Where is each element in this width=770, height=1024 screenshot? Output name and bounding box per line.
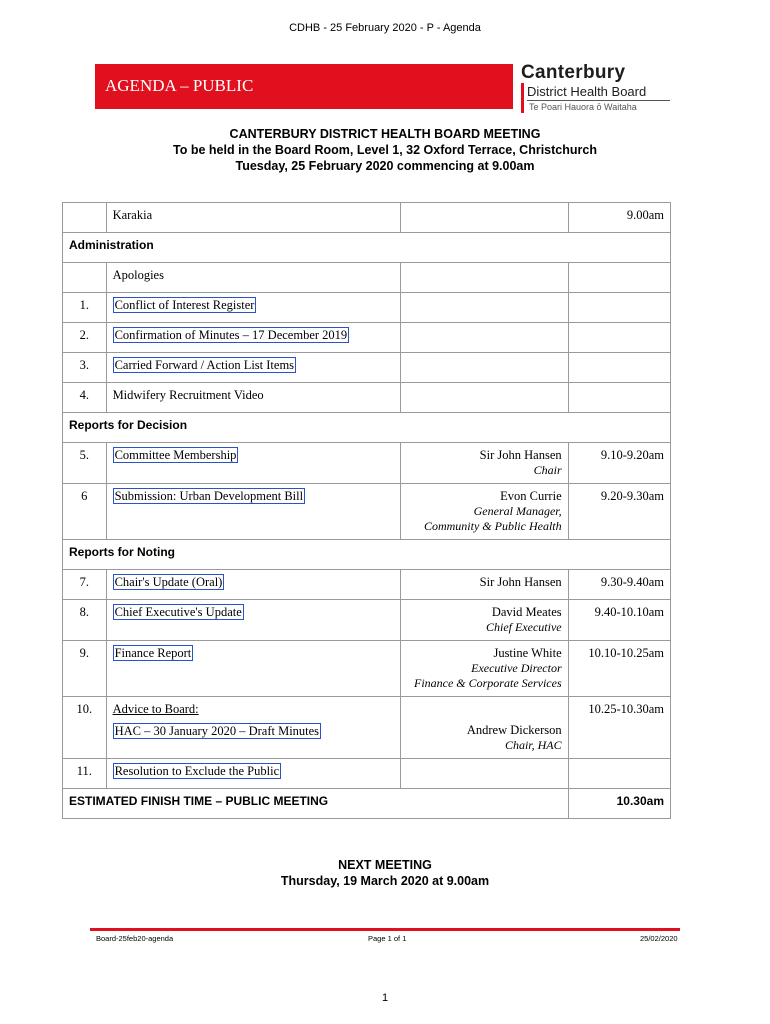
item-number: 7. [63,570,107,600]
footer-rule [90,928,680,931]
item-number: 8. [63,600,107,641]
section-noting [63,540,671,570]
item-link[interactable]: Chief Executive's Update [114,605,242,619]
item-link[interactable]: Conflict of Interest Register [114,298,255,312]
agenda-item: Karakia [106,203,401,233]
item-number: 10. [63,697,107,759]
presenter-role: Executive Director [471,661,562,675]
agenda-time: 9.40-10.10am [568,600,670,641]
section-heading: Reports for Noting [63,540,671,570]
meeting-title: CANTERBURY DISTRICT HEALTH BOARD MEETING [229,127,541,141]
item-link[interactable]: Resolution to Exclude the Public [114,764,280,778]
agenda-item: Midwifery Recruitment Video [106,383,401,413]
item-link[interactable]: HAC – 30 January 2020 – Draft Minutes [114,724,320,738]
presenter-role: General Manager, [473,504,562,518]
table-row [63,443,671,484]
meeting-venue: To be held in the Board Room, Level 1, 32 Oxford Terrace, Christchurch [173,143,597,157]
item-link[interactable]: Confirmation of Minutes – 17 December 2019 [114,328,348,342]
table-row [63,759,671,789]
section-heading: Reports for Decision [63,413,671,443]
finish-label: ESTIMATED FINISH TIME – PUBLIC MEETING [63,789,569,819]
table-row [63,484,671,540]
logo-line1: Canterbury [521,62,626,83]
logo-line2: District Health Board [527,84,647,99]
agenda-time: 10.10-10.25am [568,641,670,697]
table-row [63,203,671,233]
item-link[interactable]: Carried Forward / Action List Items [114,358,295,372]
agenda-time: 9.20-9.30am [568,484,670,540]
banner-title: AGENDA – PUBLIC [105,76,254,95]
presenter-name: Andrew Dickerson [466,723,562,737]
table-row [63,383,671,413]
logo-rule [527,100,670,101]
next-meeting-label: NEXT MEETING [338,858,432,872]
footer-date: 25/02/2020 [640,934,678,943]
presenter-role: Community & Public Health [423,519,562,533]
table-row [63,353,671,383]
section-heading: Administration [63,233,671,263]
item-number: 3. [63,353,107,383]
table-row [63,263,671,293]
table-row [63,600,671,641]
presenter-role: Chief Executive [485,620,562,634]
agenda-item: Advice to Board: [112,702,199,716]
presenter-role: Chair [533,463,562,477]
item-number: 1. [63,293,107,323]
presenter-name: Evon Currie [500,489,562,503]
logo-line3: Te Poari Hauora ō Waitaha [529,102,637,112]
item-link[interactable]: Chair's Update (Oral) [114,575,223,589]
presenter-role: Chair, HAC [504,738,562,752]
agenda-time: 9.30-9.40am [568,570,670,600]
section-decision [63,413,671,443]
footer-filename: Board-25feb20-agenda [96,934,174,943]
footer-page: Page 1 of 1 [368,934,407,943]
item-number: 4. [63,383,107,413]
agenda-item: Apologies [106,263,401,293]
presenter-name: Justine White [493,646,562,660]
item-number: 11. [63,759,107,789]
agenda-time: 10.25-10.30am [568,697,670,759]
item-link[interactable]: Finance Report [114,646,192,660]
table-row [63,293,671,323]
presenter-name: David Meates [491,605,562,619]
item-number: 9. [63,641,107,697]
cdhb-logo [515,62,675,118]
next-meeting-date: Thursday, 19 March 2020 at 9.00am [280,874,490,888]
agenda-table [62,202,671,819]
agenda-time: 9.00am [568,203,670,233]
running-header: CDHB - 25 February 2020 - P - Agenda [289,22,481,34]
logo-accent [521,83,524,113]
section-administration [63,233,671,263]
presenter-name: Sir John Hansen [479,448,562,462]
item-number: 2. [63,323,107,353]
item-link[interactable]: Committee Membership [114,448,237,462]
presenter-role: Finance & Corporate Services [413,676,562,690]
presenter-name: Sir John Hansen [401,570,568,600]
page-number: 1 [381,992,389,1004]
table-row [63,697,671,759]
agenda-time: 9.10-9.20am [568,443,670,484]
meeting-date: Tuesday, 25 February 2020 commencing at 9.00am [235,159,535,173]
table-row [63,570,671,600]
item-number: 5. [63,443,107,484]
finish-time: 10.30am [568,789,670,819]
finish-row [63,789,671,819]
item-number: 6 [63,484,107,540]
table-row [63,641,671,697]
item-link[interactable]: Submission: Urban Development Bill [114,489,304,503]
agenda-banner [95,64,513,109]
table-row [63,323,671,353]
